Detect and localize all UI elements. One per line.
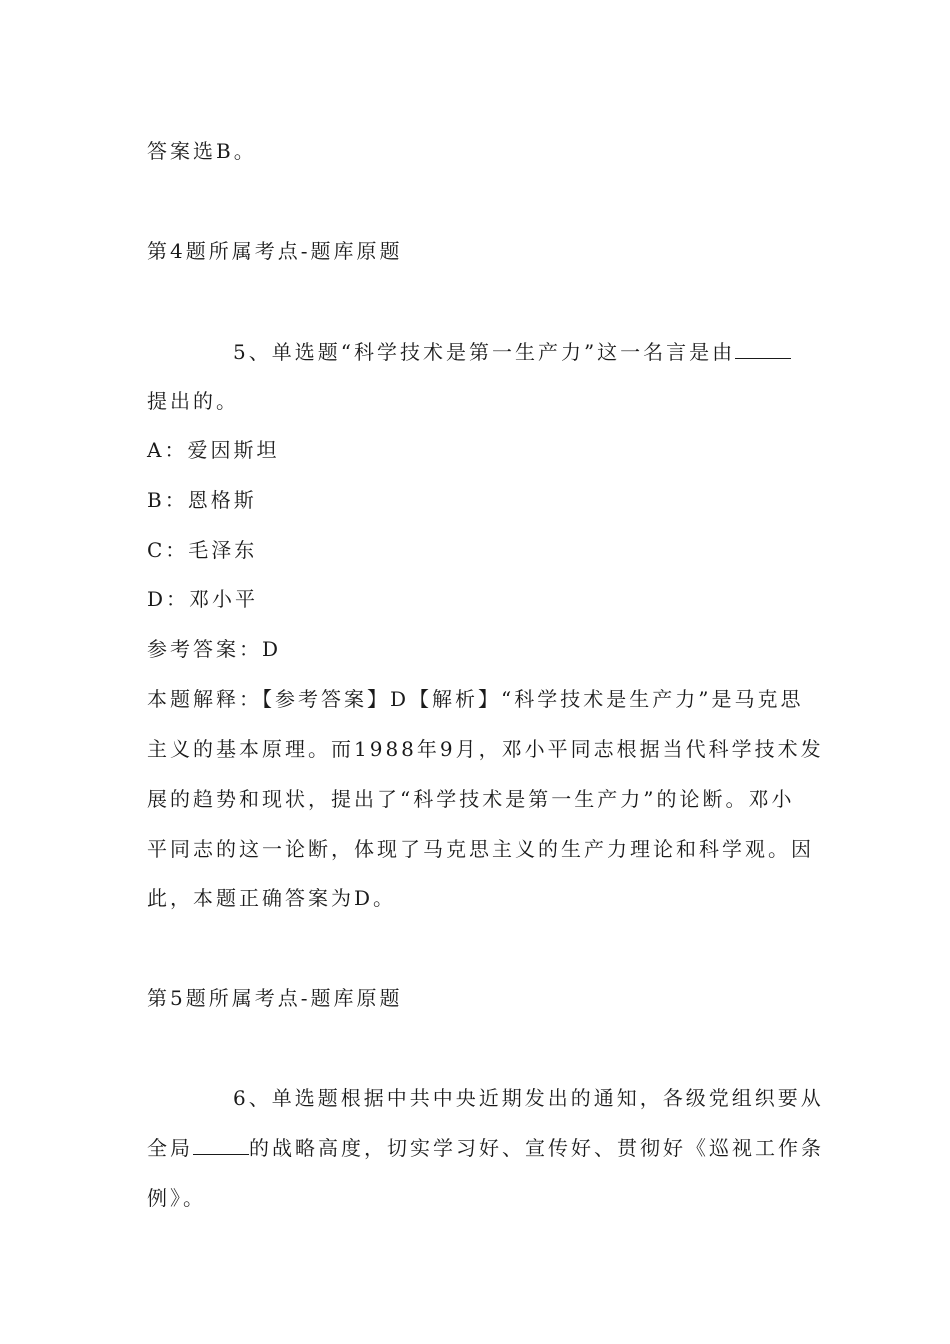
question-4-knowledge-point: 第4题所属考点-题库原题 [147, 239, 403, 263]
explanation-line-4: 平同志的这一论断，体现了马克思主义的生产力理论和科学观。因 [147, 837, 814, 861]
question-5-stem-text: 5、单选题“科学技术是第一生产力”这一名言是由 [233, 340, 736, 364]
explanation-line-3: 展的趋势和现状，提出了“科学技术是第一生产力”的论断。邓小 [147, 787, 795, 811]
explanation-line-1: 本题解释：【参考答案】D【解析】“科学技术是生产力”是马克思 [147, 687, 804, 711]
answer-blank [193, 1136, 249, 1155]
previous-answer: 答案选B。 [147, 139, 257, 163]
explanation-line-2: 主义的基本原理。而1988年9月，邓小平同志根据当代科学技术发 [147, 737, 824, 761]
option-d: D：邓小平 [147, 587, 259, 611]
reference-answer: 参考答案：D [147, 637, 282, 661]
question-5-stem-line-1 [233, 340, 791, 364]
question-5-stem-line-2: 提出的。 [147, 389, 239, 413]
question-5-knowledge-point: 第5题所属考点-题库原题 [147, 986, 403, 1010]
option-a: A：爱因斯坦 [147, 438, 280, 462]
explanation-line-5: 此，本题正确答案为D。 [147, 886, 397, 910]
question-6-stem-line-1: 6、单选题根据中共中央近期发出的通知，各级党组织要从 [233, 1086, 824, 1110]
option-c: C：毛泽东 [147, 538, 258, 562]
question-6-stem-text-b: 的战略高度，切实学习好、宣传好、贯彻好《巡视工作条 [249, 1136, 824, 1160]
option-b: B：恩格斯 [147, 488, 257, 512]
question-6-stem-line-3: 例》。 [147, 1186, 206, 1210]
question-6-stem-line-2 [147, 1136, 824, 1160]
answer-blank [735, 340, 791, 359]
question-6-stem-text-a: 全局 [147, 1136, 193, 1160]
